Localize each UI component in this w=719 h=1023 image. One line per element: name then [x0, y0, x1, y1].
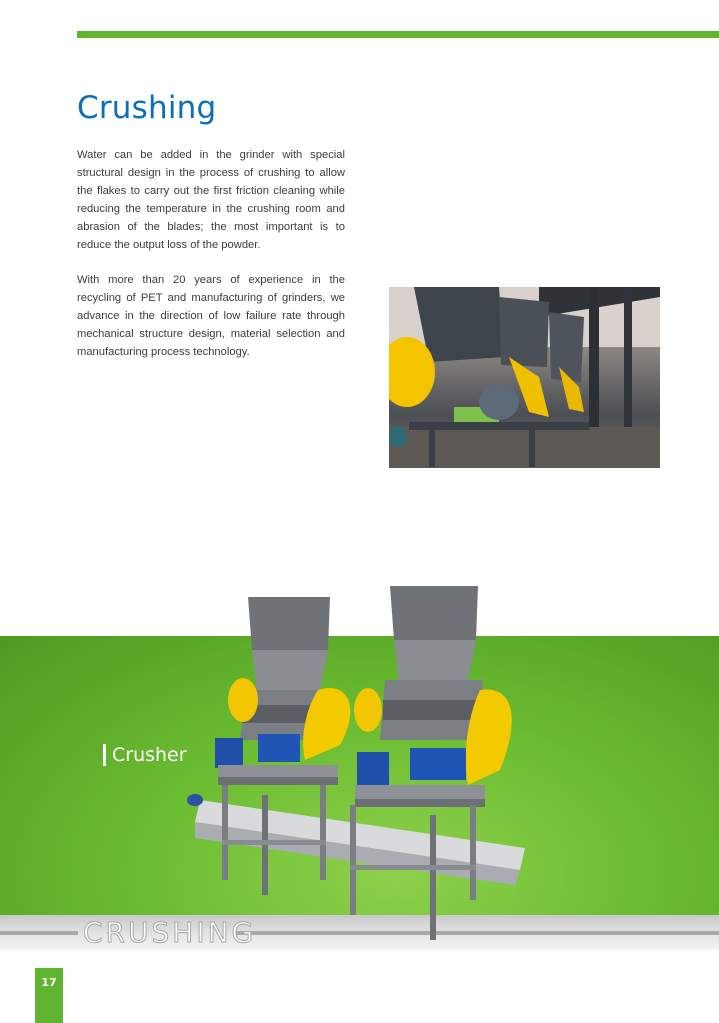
page-number: 17	[41, 976, 57, 989]
body-paragraph: Water can be added in the grinder with special structural design in the process of crushing to allow the flakes to carry out the first friction cleaning while reducing the temperature in the crushing room and abrasion of the blades; the most important is to reduce the output loss of the powder.	[77, 149, 345, 251]
crushing-plant-photo	[389, 287, 660, 468]
page-title: Crushing	[77, 90, 217, 126]
watermark-line-right	[233, 931, 719, 935]
caption-bar	[103, 744, 106, 766]
crusher-caption	[103, 744, 187, 766]
top-accent-rule	[77, 31, 719, 38]
green-ground-background	[0, 636, 719, 915]
body-paragraph: With more than 20 years of experience in the recycling of PET and manufacturing of grinders, we advance in the direction of low failure rate through mechanical structure design, material selection and manufacturing process technology.	[77, 274, 345, 358]
page-number-box	[35, 968, 63, 1023]
caption-text: Crusher	[112, 744, 187, 766]
section-watermark: CRUSHING	[83, 916, 257, 949]
watermark-line-left	[0, 931, 78, 935]
